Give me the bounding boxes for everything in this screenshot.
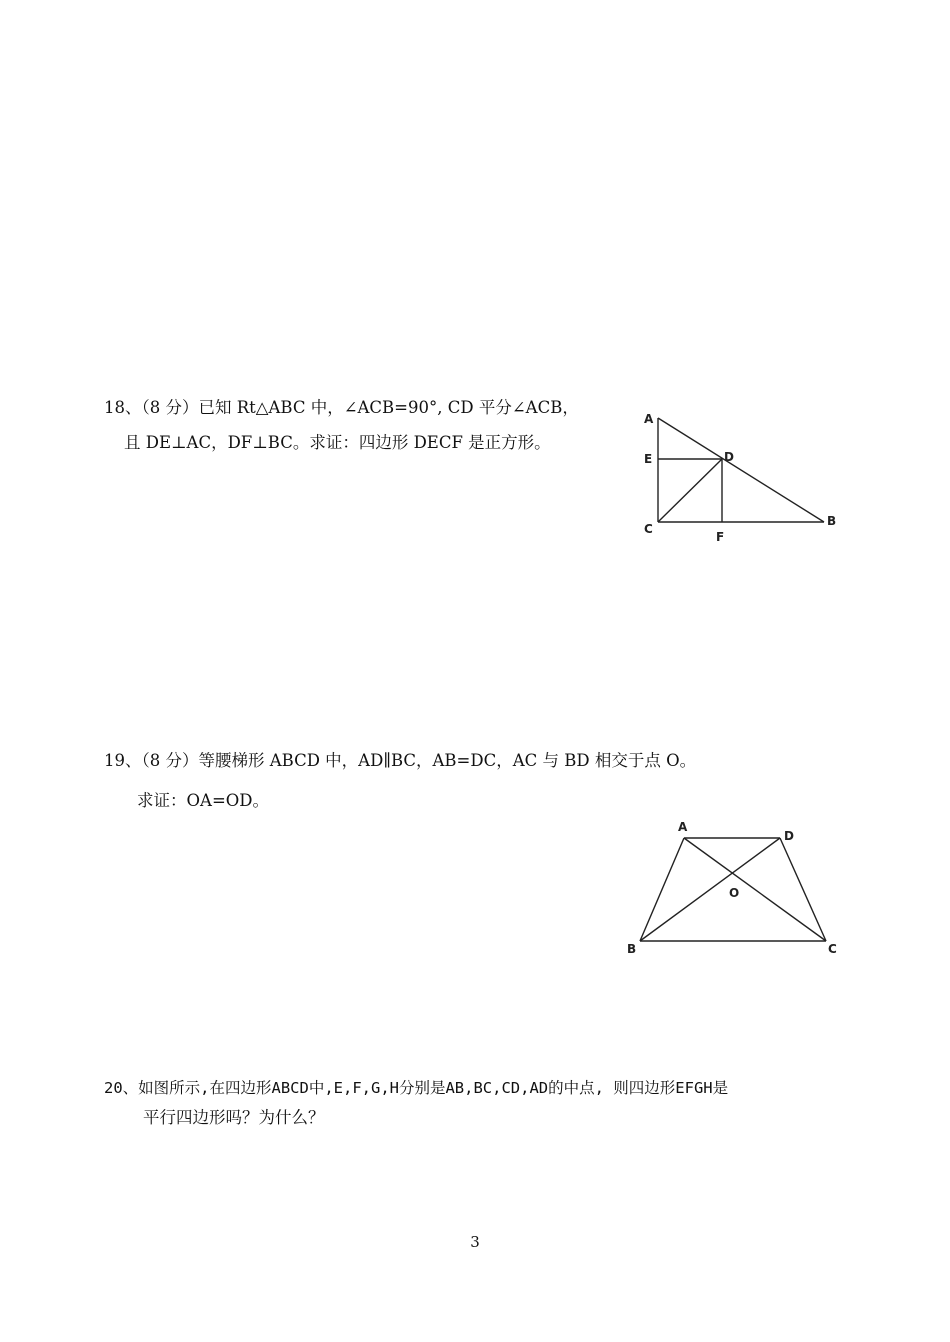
q18-label-e: E [644,452,653,466]
q18-right-triangle-figure [635,402,865,562]
q19-segment-bd [640,838,780,941]
q19-label-b: B [627,942,637,956]
page-number: 3 [470,1233,480,1251]
q19-label-a: A [678,820,688,834]
q18-line-1: 18、（8 分）已知 Rt△ABC 中，∠ACB=90°, CD 平分∠ACB， [104,398,579,417]
q19-line-1: 19、（8 分）等腰梯形 ABCD 中，AD∥BC，AB=DC，AC 与 BD 相交于点 O。 [104,751,697,770]
q18-label-a: A [644,412,654,426]
q18-label-d: D [724,450,734,464]
q18-line-2: 且 DE⊥AC，DF⊥BC。求证：四边形 DECF 是正方形。 [124,433,551,452]
q18-label-c: C [644,522,653,536]
q19-line-2: 求证：OA=OD。 [137,791,270,810]
q18-label-f: F [716,530,725,544]
q19-label-d: D [784,829,794,843]
q20-line-1: 20、如图所示,在四边形ABCD中,E,F,G,H分别是AB,BC,CD,AD的中点, 则四边形EFGH是 [104,1079,729,1097]
q20-line-2: 平行四边形吗？为什么？ [143,1108,325,1127]
q18-segment-ab [658,418,824,522]
q18-label-b: B [827,514,837,528]
q18-segment-cd [658,459,722,522]
q19-label-c: C [828,942,837,956]
q19-label-o: O [729,886,740,900]
q19-segment-dc [780,838,826,941]
q19-segment-ac [684,838,826,941]
q19-isosceles-trapezoid-figure [620,812,850,962]
